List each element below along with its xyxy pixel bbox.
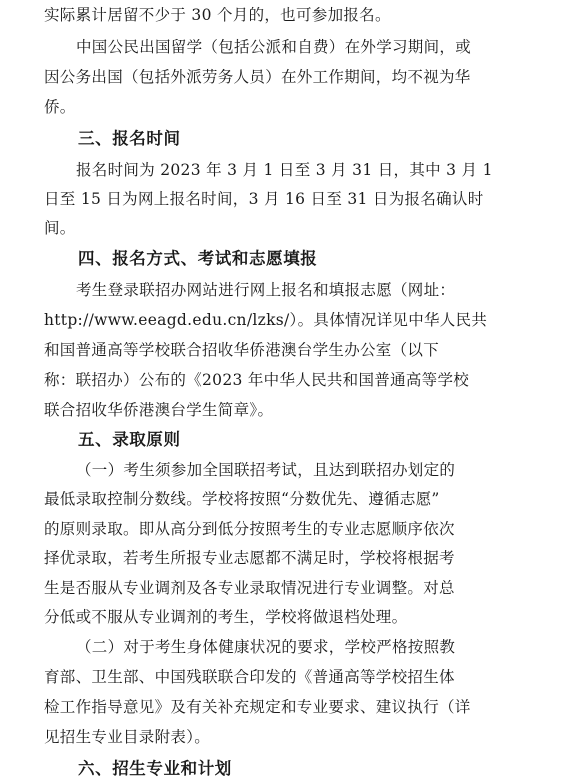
paragraph-line: 日至 15 日为网上报名时间，3 月 16 日至 31 日为报名确认时 xyxy=(44,190,484,208)
paragraph-line: 见招生专业目录附表）。 xyxy=(44,728,211,746)
paragraph-line: 间。 xyxy=(44,219,76,237)
paragraph-line: 称：联招办）公布的《2023 年中华人民共和国普通高等学校 xyxy=(44,371,470,389)
paragraph-line: 择优录取，若考生所报专业志愿都不满足时，学校将根据考 xyxy=(44,549,455,567)
paragraph-line: （一）考生须参加全国联招考试，且达到联招办划定的 xyxy=(76,461,456,479)
section-heading-admission-principles: 五、录取原则 xyxy=(78,430,181,449)
paragraph-line: 和国普通高等学校联合招收华侨港澳台学生办公室（以下 xyxy=(44,341,440,359)
paragraph-line: 的原则录取。即从高分到低分按照考生的专业志愿顺序依次 xyxy=(44,520,455,538)
paragraph-line: （二）对于考生身体健康状况的要求，学校严格按照教 xyxy=(76,638,456,656)
paragraph-line: 报名时间为 2023 年 3 月 1 日至 3 月 31 日，其中 3 月 1 xyxy=(76,161,493,179)
section-heading-registration-time: 三、报名时间 xyxy=(78,129,181,148)
paragraph-line: 分低或不服从专业调剂的考生，学校将做退档处理。 xyxy=(44,608,408,626)
section-heading-registration-method: 四、报名方式、考试和志愿填报 xyxy=(78,249,318,268)
paragraph-line: 因公务出国（包括外派劳务人员）在外工作期间，均不视为华 xyxy=(44,68,471,86)
paragraph-line: 生是否服从专业调剂及各专业录取情况进行专业调整。对总 xyxy=(44,579,455,597)
paragraph-line: 育部、卫生部、中国残联联合印发的《普通高等学校招生体 xyxy=(44,668,455,686)
section-heading-majors-and-plans: 六、招生专业和计划 xyxy=(78,759,232,778)
paragraph-line: 最低录取控制分数线。学校将按照“分数优先、遵循志愿” xyxy=(44,490,440,508)
paragraph-line: 中国公民出国留学（包括公派和自费）在外学习期间，或 xyxy=(76,38,472,56)
paragraph-line: 侨。 xyxy=(44,98,76,116)
paragraph-line: 联合招收华侨港澳台学生简章》。 xyxy=(44,401,274,419)
paragraph-line: 检工作指导意见》及有关补充规定和专业要求、建议执行（详 xyxy=(44,698,471,716)
paragraph-line-url: http://www.eeagd.edu.cn/lzks/）。具体情况详见中华人民共 xyxy=(44,311,488,329)
paragraph-line: 实际累计居留不少于 30 个月的，也可参加报名。 xyxy=(44,6,391,24)
paragraph-line: 考生登录联招办网站进行网上报名和填报志愿（网址： xyxy=(76,281,456,299)
